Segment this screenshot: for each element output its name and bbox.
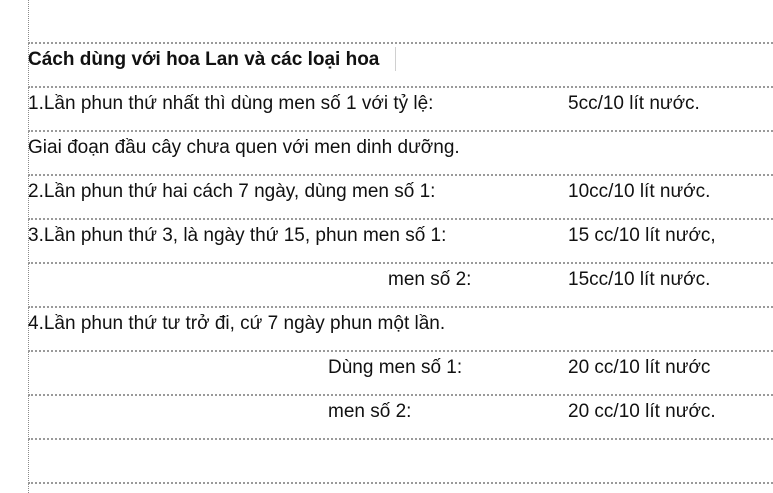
title-cell-divider xyxy=(395,47,396,71)
instruction-row xyxy=(0,350,773,394)
instruction-row xyxy=(0,218,773,262)
dosage-text: 20 cc/10 lít nước. xyxy=(568,401,716,422)
table-border xyxy=(28,482,773,484)
instruction-text: 3.Lần phun thứ 3, là ngày thứ 15, phun men số 1: xyxy=(28,225,447,246)
instruction-row xyxy=(0,86,773,130)
instruction-text: 1.Lần phun thứ nhất thì dùng men số 1 với tỷ lệ: xyxy=(28,93,434,114)
document-title: Cách dùng với hoa Lan và các loại hoa xyxy=(28,49,380,70)
dosage-text: 15 cc/10 lít nước, xyxy=(568,225,716,246)
instruction-row xyxy=(0,394,773,438)
instruction-text: Dùng men số 1: xyxy=(328,357,463,378)
title-row xyxy=(0,42,773,86)
instruction-text: 4.Lần phun thứ tư trở đi, cứ 7 ngày phun một lần. xyxy=(28,313,446,334)
instruction-text: men số 2: xyxy=(388,269,472,290)
empty-row xyxy=(0,438,773,482)
instruction-text: Giai đoạn đầu cây chưa quen với men dinh dưỡng. xyxy=(28,137,460,158)
dosage-text: 5cc/10 lít nước. xyxy=(568,93,700,114)
instruction-text: men số 2: xyxy=(328,401,412,422)
instruction-row xyxy=(0,130,773,174)
instruction-row xyxy=(0,262,773,306)
instruction-row xyxy=(0,174,773,218)
instruction-text: 2.Lần phun thứ hai cách 7 ngày, dùng men số 1: xyxy=(28,181,436,202)
instruction-row xyxy=(0,306,773,350)
dosage-text: 15cc/10 lít nước. xyxy=(568,269,711,290)
dosage-text: 10cc/10 lít nước. xyxy=(568,181,711,202)
dosage-text: 20 cc/10 lít nước xyxy=(568,357,711,378)
